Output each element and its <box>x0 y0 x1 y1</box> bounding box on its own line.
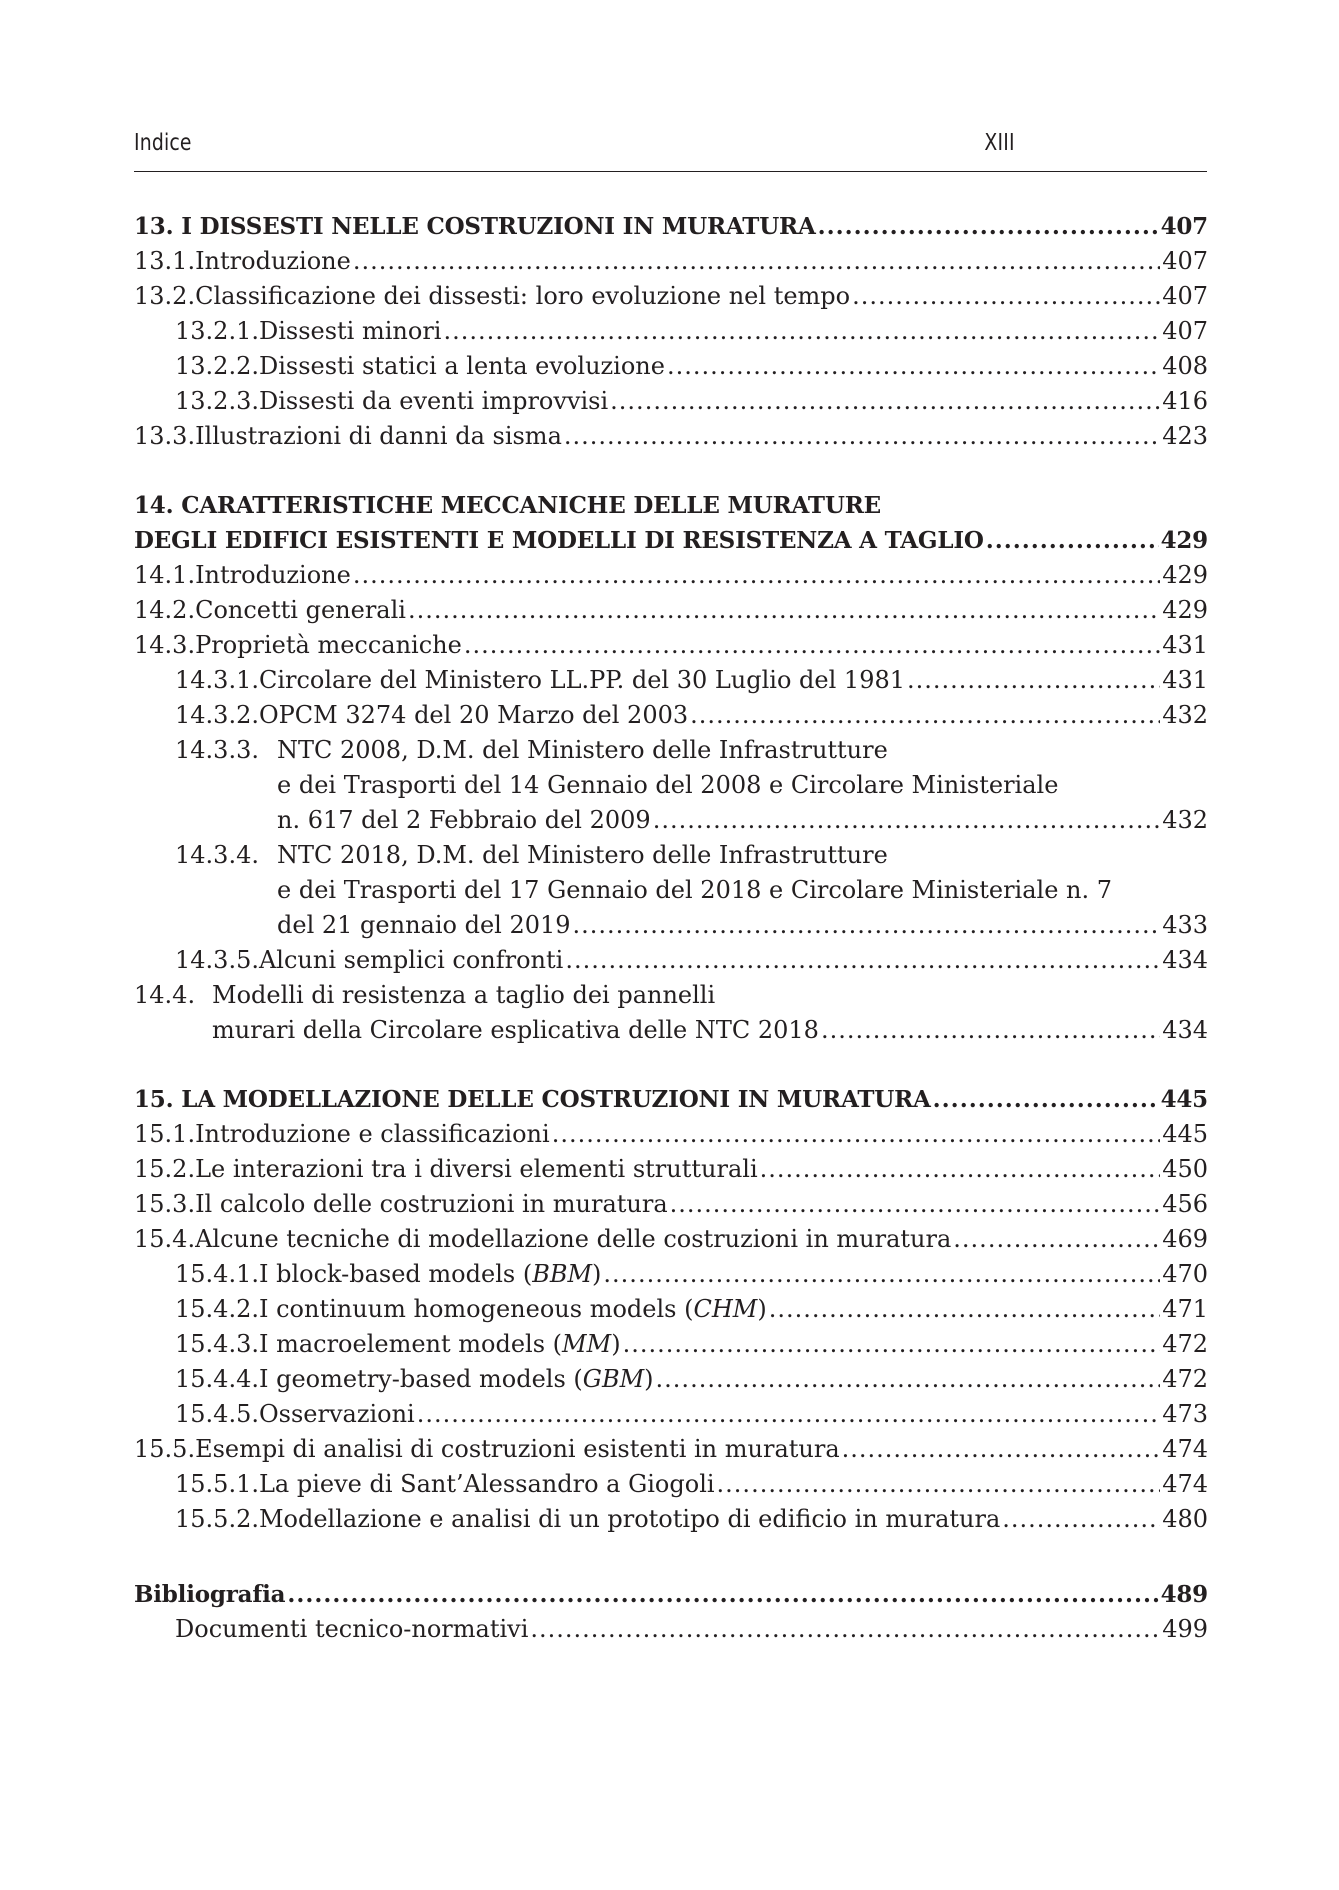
toc-subentry[interactable] <box>134 838 1208 873</box>
chapter-page: 407 <box>1160 213 1208 240</box>
toc-subentry[interactable] <box>134 1397 1208 1432</box>
entry-number: 13.2.2. <box>175 352 259 380</box>
section-gap <box>134 1048 1208 1082</box>
entry-number: 15.4.3. <box>175 1330 259 1358</box>
dot-leader <box>417 1397 1160 1432</box>
entry-title <box>259 1292 767 1327</box>
toc-subentry-continuation[interactable] <box>134 908 1208 943</box>
running-head-page-number: XIII <box>984 130 1015 156</box>
entry-number: 14.3.3. <box>175 736 259 764</box>
entry-page: 429 <box>1162 596 1208 624</box>
dot-leader <box>667 349 1160 384</box>
entry-page: 432 <box>1162 806 1208 834</box>
entry-page: 429 <box>1162 561 1208 589</box>
entry-page: 434 <box>1162 946 1208 974</box>
toc-subentry[interactable] <box>134 314 1208 349</box>
dot-leader <box>670 1187 1161 1222</box>
dot-leader <box>852 279 1160 314</box>
entry-title-acronym: GBM <box>582 1365 645 1393</box>
entry-number: 15.4.4. <box>175 1365 259 1393</box>
entry-title-text: I geometry-based models ( <box>258 1365 583 1393</box>
entry-number: 14.1. <box>134 561 196 589</box>
entry-number: 14.2. <box>134 596 196 624</box>
entry-number: 15.1. <box>134 1120 196 1148</box>
entry-title: Documenti tecnico-normativi <box>175 1615 529 1643</box>
toc-entry[interactable] <box>134 1187 1208 1222</box>
dot-leader <box>907 663 1160 698</box>
dot-leader <box>610 384 1160 419</box>
entry-number: 15.5.1. <box>175 1470 259 1498</box>
entry-page: 407 <box>1162 282 1208 310</box>
entry-page: 445 <box>1162 1120 1208 1148</box>
toc-entry[interactable] <box>134 419 1208 454</box>
entry-number: 15.4. <box>134 1225 196 1253</box>
entry-page: 407 <box>1162 247 1208 275</box>
entry-number: 14.3.2. <box>175 701 259 729</box>
entry-number: 15.4.1. <box>175 1260 259 1288</box>
entry-title-acronym: MM <box>562 1330 612 1358</box>
dot-leader <box>564 419 1160 454</box>
dot-leader <box>769 1292 1160 1327</box>
entry-page: 473 <box>1162 1400 1208 1428</box>
entry-page: 456 <box>1162 1190 1208 1218</box>
entry-title-line-3: del 21 gennaio del 2019 <box>277 911 571 939</box>
dot-leader <box>353 244 1160 279</box>
toc-chapter-13[interactable] <box>134 209 1208 244</box>
entry-title-acronym: CHM <box>693 1295 758 1323</box>
dot-leader <box>818 209 1159 244</box>
entry-title-line-2: e dei Trasporti del 17 Gennaio del 2018 e Circolare Ministeriale n. 7 <box>277 876 1113 904</box>
toc-entry[interactable] <box>134 628 1208 663</box>
entry-title-line-1: NTC 2018, D.M. del Ministero delle Infrastrutture <box>277 841 888 869</box>
entry-page: 434 <box>1162 1016 1208 1044</box>
toc-entry[interactable] <box>134 1432 1208 1467</box>
entry-page: 432 <box>1162 701 1208 729</box>
entry-title: La pieve di Sant’Alessandro a Giogoli <box>258 1470 715 1498</box>
dot-leader <box>353 558 1160 593</box>
entry-title: Osservazioni <box>258 1400 415 1428</box>
dot-leader <box>933 1082 1159 1117</box>
entry-number: 15.4.5. <box>175 1400 259 1428</box>
toc-chapter-14[interactable] <box>134 523 1208 558</box>
entry-page: 474 <box>1162 1435 1208 1463</box>
entry-number: 15.2. <box>134 1155 196 1183</box>
dot-leader <box>760 1152 1161 1187</box>
toc-subentry[interactable] <box>134 733 1208 768</box>
toc-subentry[interactable] <box>134 384 1208 419</box>
toc-chapter-15[interactable] <box>134 1082 1208 1117</box>
chapter-page: 429 <box>1160 527 1208 554</box>
dot-leader <box>287 1577 1158 1612</box>
dot-leader <box>1002 1502 1160 1537</box>
bibliography-title: Bibliografia <box>134 1581 286 1608</box>
entry-page: 471 <box>1162 1295 1208 1323</box>
entry-title: Esempi di analisi di costruzioni esistenti in muratura <box>195 1435 840 1463</box>
entry-title: Introduzione <box>195 247 351 275</box>
entry-page: 431 <box>1162 631 1208 659</box>
toc-subentry[interactable] <box>134 1502 1208 1537</box>
table-of-contents <box>134 209 1208 1647</box>
entry-title: Dissesti statici a lenta evoluzione <box>258 352 665 380</box>
entry-page: 408 <box>1162 352 1208 380</box>
toc-subentry[interactable] <box>134 663 1208 698</box>
entry-title: Dissesti minori <box>258 317 442 345</box>
entry-number: 15.4.2. <box>175 1295 259 1323</box>
entry-title-line-3: n. 617 del 2 Febbraio del 2009 <box>277 806 651 834</box>
toc-entry-continuation[interactable] <box>134 1013 1208 1048</box>
header-rule <box>134 171 1207 172</box>
entry-title-text: ) <box>611 1330 621 1358</box>
toc-subentry[interactable] <box>134 1467 1208 1502</box>
entry-number: 13.2.3. <box>175 387 259 415</box>
entry-title: Concetti generali <box>195 596 406 624</box>
entry-number: 13.1. <box>134 247 196 275</box>
entry-number: 13.2.1. <box>175 317 259 345</box>
entry-number: 14.3.1. <box>175 666 259 694</box>
toc-entry[interactable] <box>134 593 1208 628</box>
entry-page: 407 <box>1162 317 1208 345</box>
toc-subentry[interactable] <box>134 943 1208 978</box>
dot-leader <box>690 698 1160 733</box>
dot-leader <box>603 1257 1160 1292</box>
dot-leader <box>842 1432 1161 1467</box>
entry-number: 14.4. <box>134 981 196 1009</box>
chapter-title: 15. LA MODELLAZIONE DELLE COSTRUZIONI IN MURATURA <box>134 1086 931 1113</box>
dot-leader <box>986 523 1159 558</box>
toc-entry[interactable] <box>134 978 1208 1013</box>
entry-title-line-1: NTC 2008, D.M. del Ministero delle Infrastrutture <box>277 736 888 764</box>
entry-title: Il calcolo delle costruzioni in muratura <box>195 1190 668 1218</box>
entry-number: 14.3. <box>134 631 196 659</box>
entry-title-line-2: murari della Circolare esplicativa delle NTC 2018 <box>212 1016 819 1044</box>
toc-entry[interactable] <box>134 1152 1208 1187</box>
entry-page: 474 <box>1162 1470 1208 1498</box>
entry-number: 15.3. <box>134 1190 196 1218</box>
entry-title: Le interazioni tra i diversi elementi strutturali <box>195 1155 758 1183</box>
entry-page: 433 <box>1162 911 1208 939</box>
entry-title-acronym: BBM <box>532 1260 593 1288</box>
entry-page: 472 <box>1162 1330 1208 1358</box>
dot-leader <box>821 1013 1160 1048</box>
toc-bibliography-subentry[interactable] <box>134 1612 1208 1647</box>
entry-page: 423 <box>1162 422 1208 450</box>
entry-title-text: I macroelement models ( <box>258 1330 563 1358</box>
dot-leader <box>408 593 1160 628</box>
toc-subentry[interactable] <box>134 1362 1208 1397</box>
toc-subentry[interactable] <box>134 1257 1208 1292</box>
dot-leader <box>653 803 1161 838</box>
dot-leader <box>623 1327 1161 1362</box>
entry-title-text: ) <box>592 1260 602 1288</box>
toc-entry[interactable] <box>134 558 1208 593</box>
entry-title: Alcuni semplici confronti <box>258 946 564 974</box>
running-head <box>134 130 1015 166</box>
entry-page: 469 <box>1162 1225 1208 1253</box>
dot-leader <box>717 1467 1161 1502</box>
chapter-page: 445 <box>1160 1086 1208 1113</box>
dot-leader <box>530 1612 1160 1647</box>
dot-leader <box>565 943 1160 978</box>
dot-leader <box>656 1362 1161 1397</box>
section-gap <box>134 1537 1208 1577</box>
entry-number: 14.3.5. <box>175 946 259 974</box>
toc-entry[interactable] <box>134 1117 1208 1152</box>
toc-subentry[interactable] <box>134 698 1208 733</box>
toc-bibliography[interactable] <box>134 1577 1208 1612</box>
section-gap <box>134 454 1208 488</box>
entry-number: 13.2. <box>134 282 196 310</box>
dot-leader <box>443 314 1160 349</box>
entry-title-text: ) <box>757 1295 767 1323</box>
entry-page: 450 <box>1162 1155 1208 1183</box>
entry-title: Dissesti da eventi improvvisi <box>258 387 609 415</box>
entry-title-text: ) <box>644 1365 654 1393</box>
entry-page: 472 <box>1162 1365 1208 1393</box>
entry-title-line-2: e dei Trasporti del 14 Gennaio del 2008 e Circolare Ministeriale <box>277 771 1059 799</box>
toc-entry[interactable] <box>134 279 1208 314</box>
dot-leader <box>953 1222 1160 1257</box>
entry-title: Proprietà meccaniche <box>195 631 462 659</box>
dot-leader <box>552 1117 1161 1152</box>
entry-title: OPCM 3274 del 20 Marzo del 2003 <box>258 701 689 729</box>
entry-title <box>259 1257 601 1292</box>
dot-leader <box>573 908 1161 943</box>
dot-leader <box>464 628 1160 663</box>
entry-page: 470 <box>1162 1260 1208 1288</box>
entry-page: 480 <box>1162 1505 1208 1533</box>
entry-title <box>259 1327 621 1362</box>
entry-title: Circolare del Ministero LL.PP. del 30 Luglio del 1981 <box>258 666 905 694</box>
entry-title: Modellazione e analisi di un prototipo di edificio in muratura <box>258 1505 1001 1533</box>
entry-title: Classificazione dei dissesti: loro evoluzione nel tempo <box>195 282 851 310</box>
entry-number: 15.5.2. <box>175 1505 259 1533</box>
entry-title: Introduzione <box>195 561 351 589</box>
entry-title-text: I continuum homogeneous models ( <box>258 1295 694 1323</box>
toc-chapter-14-title-line-1[interactable]: 14. CARATTERISTICHE MECCANICHE DELLE MURATURE <box>134 492 881 519</box>
entry-title: Alcune tecniche di modellazione delle costruzioni in muratura <box>195 1225 952 1253</box>
toc-subentry-continuation[interactable] <box>134 803 1208 838</box>
toc-subentry[interactable] <box>134 349 1208 384</box>
entry-page: 431 <box>1162 666 1208 694</box>
chapter-title: 13. I DISSESTI NELLE COSTRUZIONI IN MURATURA <box>134 213 816 240</box>
toc-entry[interactable] <box>134 1222 1208 1257</box>
entry-title-line-1: Modelli di resistenza a taglio dei pannelli <box>212 981 716 1009</box>
entry-number: 13.3. <box>134 422 196 450</box>
bibliography-page: 489 <box>1160 1581 1208 1608</box>
entry-title: Illustrazioni di danni da sisma <box>195 422 562 450</box>
entry-title <box>259 1362 654 1397</box>
entry-title: Introduzione e classificazioni <box>195 1120 550 1148</box>
toc-subentry[interactable] <box>134 1292 1208 1327</box>
entry-page: 499 <box>1162 1615 1208 1643</box>
toc-subentry[interactable] <box>134 1327 1208 1362</box>
entry-title-text: I block-based models ( <box>258 1260 533 1288</box>
running-head-title: Indice <box>134 130 192 156</box>
chapter-title: DEGLI EDIFICI ESISTENTI E MODELLI DI RESISTENZA A TAGLIO <box>134 527 984 554</box>
toc-entry[interactable] <box>134 244 1208 279</box>
entry-number: 14.3.4. <box>175 841 259 869</box>
entry-page: 416 <box>1162 387 1208 415</box>
entry-number: 15.5. <box>134 1435 196 1463</box>
